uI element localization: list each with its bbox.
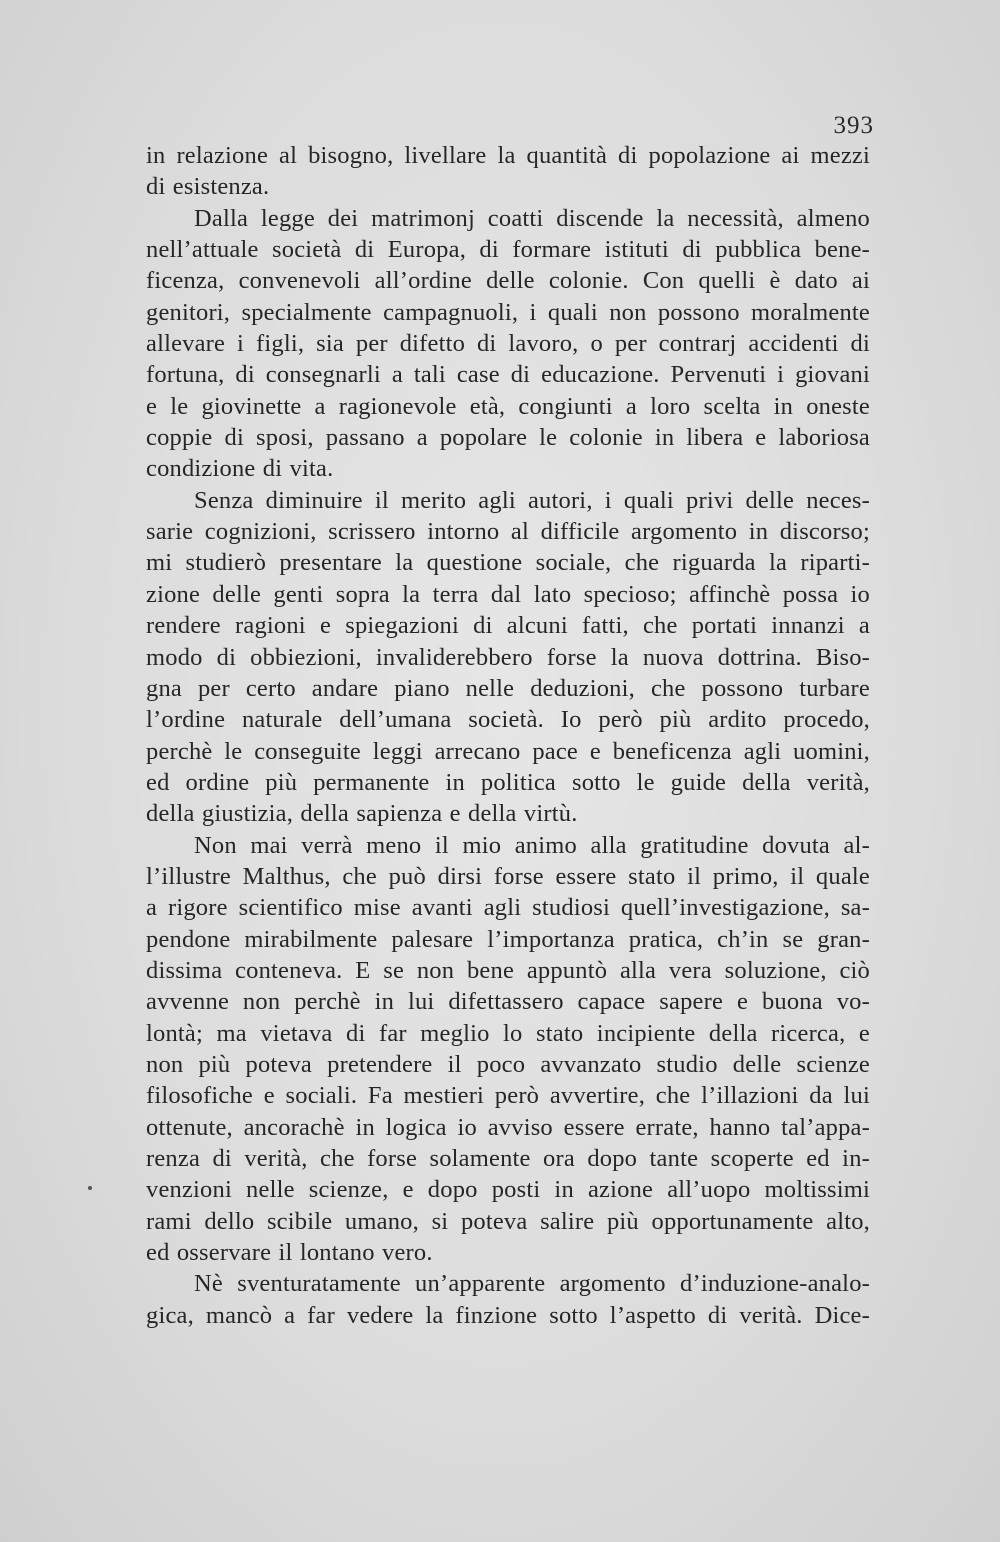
text-line: coppie di sposi, passano a popolare le colonie in libera e laboriosa — [146, 424, 870, 452]
text-line: genitori, specialmente campagnuoli, i quali non possono moralmente — [146, 298, 870, 326]
text-line: Non mai verrà meno il mio animo alla gratitudine dovuta al- — [194, 831, 870, 859]
text-line: nell’attuale società di Europa, di formare istituti di pubblica bene- — [146, 236, 870, 264]
text-line: non più poteva pretendere il poco avvanzato studio delle scienze — [146, 1050, 870, 1078]
text-line: di esistenza. — [146, 173, 270, 201]
text-line: Nè sventuratamente un’apparente argomento d’induzione-analo- — [194, 1270, 870, 1298]
text-line: fortuna, di consegnarli a tali case di educazione. Pervenuti i giovani — [146, 361, 870, 389]
text-line: venzioni nelle scienze, e dopo posti in azione all’uopo moltissimi — [146, 1176, 870, 1204]
text-line: e le giovinette a ragionevole età, congiunti a loro scelta in oneste — [146, 392, 870, 420]
text-line: rendere ragioni e spiegazioni di alcuni fatti, che portati innanzi a — [146, 612, 870, 640]
text-line: Senza diminuire il merito agli autori, i quali privi delle neces- — [194, 486, 870, 514]
text-line: ficenza, convenevoli all’ordine delle colonie. Con quelli è dato ai — [146, 267, 870, 295]
text-line: gna per certo andare piano nelle deduzioni, che possono turbare — [146, 674, 870, 702]
text-line: l’ordine naturale dell’umana società. Io però più ardito procedo, — [146, 706, 870, 734]
text-line: condizione di vita. — [146, 455, 334, 483]
text-line: sarie cognizioni, scrissero intorno al difficile argomento in discorso; — [146, 518, 870, 546]
text-line: ed ordine più permanente in politica sotto le guide della verità, — [146, 768, 870, 796]
text-line: avvenne non perchè in lui difettassero capace sapere e buona vo- — [146, 988, 870, 1016]
text-line: dissima conteneva. E se non bene appuntò alla vera soluzione, ciò — [146, 956, 870, 984]
text-line: modo di obbiezioni, invaliderebbero forse la nuova dottrina. Biso- — [146, 643, 870, 671]
text-line: della giustizia, della sapienza e della virtù. — [146, 800, 578, 828]
body-text — [146, 140, 870, 1331]
text-line: ottenute, ancorachè in logica io avviso essere errate, hanno tal’appa- — [146, 1113, 870, 1141]
margin-mark — [88, 1186, 92, 1190]
text-line: a rigore scientifico mise avanti agli studiosi quell’investigazione, sa- — [146, 894, 870, 922]
text-line: gica, mancò a far vedere la finzione sotto l’aspetto di verità. Dice- — [146, 1301, 870, 1329]
text-line: lontà; ma vietava di far meglio lo stato incipiente della ricerca, e — [146, 1019, 870, 1047]
text-line: l’illustre Malthus, che può dirsi forse essere stato il primo, il quale — [146, 862, 870, 890]
text-line: renza di verità, che forse solamente ora dopo tante scoperte ed in- — [146, 1145, 870, 1172]
text-line: pendone mirabilmente palesare l’importanza pratica, ch’in se gran- — [146, 925, 870, 953]
text-line: rami dello scibile umano, si poteva salire più opportunamente alto, — [146, 1207, 870, 1235]
text-line: Dalla legge dei matrimonj coatti discende la necessità, almeno — [194, 204, 870, 232]
page-number: 393 — [833, 112, 874, 139]
text-line: mi studierò presentare la questione sociale, che riguarda la riparti- — [146, 549, 870, 577]
text-line: filosofiche e sociali. Fa mestieri però avvertire, che l’illazioni da lui — [146, 1082, 870, 1110]
text-line: allevare i figli, sia per difetto di lavoro, o per contrarj accidenti di — [146, 330, 870, 358]
text-line: in relazione al bisogno, livellare la quantità di popolazione ai mezzi — [146, 142, 870, 169]
text-line: perchè le conseguite leggi arrecano pace e beneficenza agli uomini, — [146, 737, 870, 765]
text-line: zione delle genti sopra la terra dal lato specioso; affinchè possa io — [146, 580, 870, 608]
text-line: ed osservare il lontano vero. — [146, 1239, 433, 1267]
